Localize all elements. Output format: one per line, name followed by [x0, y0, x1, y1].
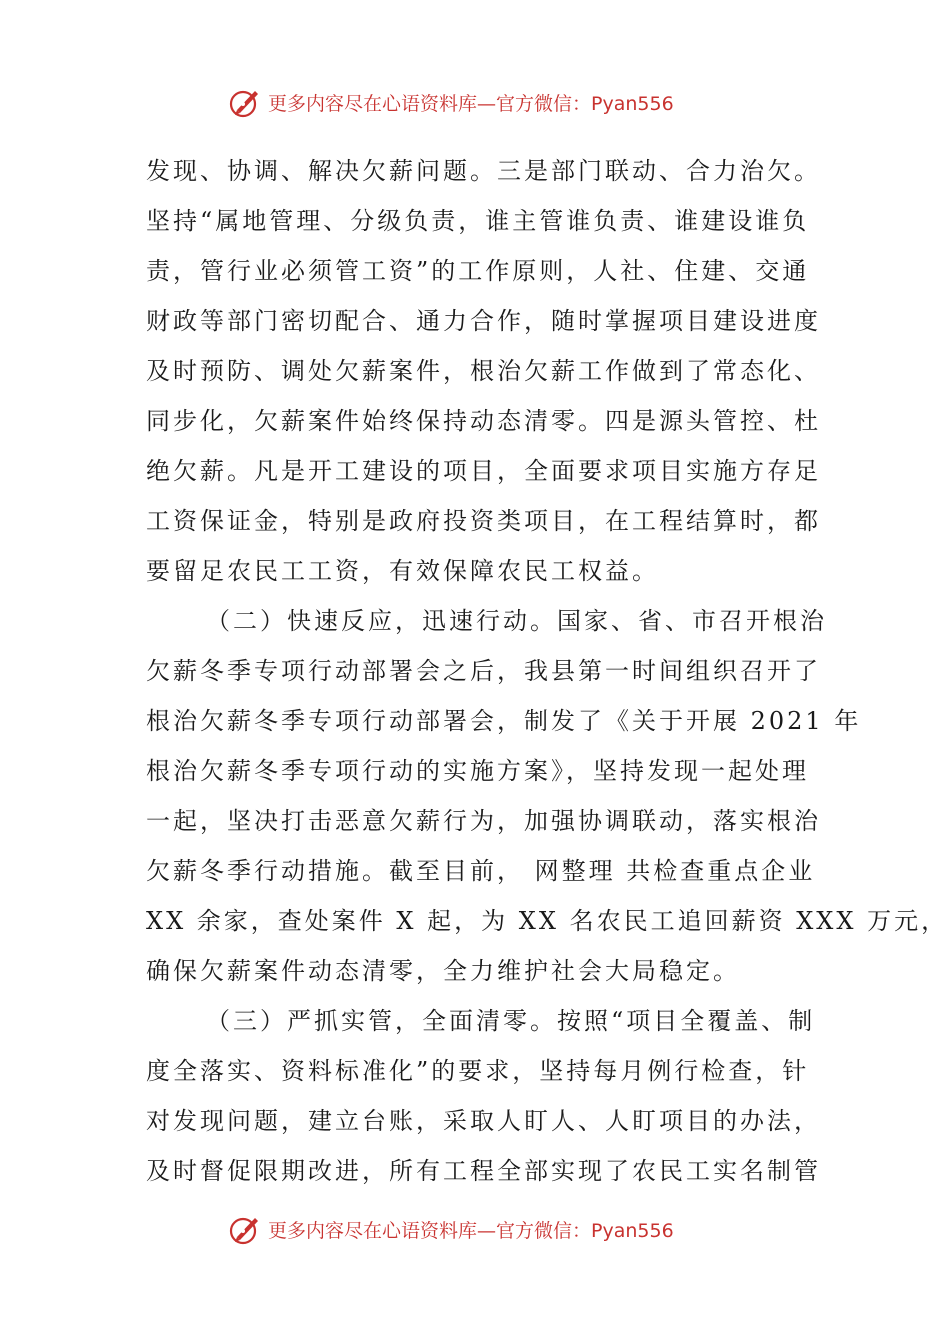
- text-line: 财政等部门密切配合、通力合作，随时掌握项目建设进度: [146, 307, 821, 335]
- text-line: 根治欠薪冬季专项行动部署会，制发了《关于开展 2021 年: [146, 707, 862, 735]
- text-line: 坚持“属地管理、分级负责，谁主管谁负责、谁建设谁负: [146, 207, 810, 235]
- text-line: 对发现问题，建立台账，采取人盯人、人盯项目的办法，: [146, 1107, 821, 1135]
- text-line: 及时预防、调处欠薪案件，根治欠薪工作做到了常态化、: [146, 357, 821, 385]
- pen-logo-icon: [228, 85, 262, 119]
- watermark-wechat: 官方微信：Pyan556: [496, 92, 674, 115]
- watermark-site: 更多内容尽在心语资料库: [268, 1219, 478, 1242]
- watermark-separator: —: [477, 92, 497, 115]
- text-line: 要留足农民工工资，有效保障农民工权益。: [146, 557, 659, 585]
- watermark-text: [268, 1216, 674, 1243]
- text-line: 绝欠薪。凡是开工建设的项目，全面要求项目实施方存足: [146, 457, 821, 485]
- watermark-wechat: 官方微信：Pyan556: [496, 1219, 674, 1242]
- text-line: 根治欠薪冬季专项行动的实施方案》，坚持发现一起处理: [146, 757, 809, 785]
- header-watermark: [228, 82, 674, 122]
- text-line: （二）快速反应，迅速行动。国家、省、市召开根治: [206, 607, 827, 635]
- text-line: 责，管行业必须管工资”的工作原则，人社、住建、交通: [146, 257, 810, 285]
- text-line: 度全落实、资料标准化”的要求，坚持每月例行检查，针: [146, 1057, 810, 1085]
- watermark-site: 更多内容尽在心语资料库: [268, 92, 478, 115]
- text-line: 确保欠薪案件动态清零，全力维护社会大局稳定。: [146, 957, 740, 985]
- document-body: [146, 146, 949, 1196]
- text-line: 欠薪冬季行动措施。截至目前， 网整理 共检查重点企业: [146, 857, 816, 885]
- text-line: 及时督促限期改进，所有工程全部实现了农民工实名制管: [146, 1157, 821, 1185]
- text-line: 一起，坚决打击恶意欠薪行为，加强协调联动，落实根治: [146, 807, 821, 835]
- text-line: 欠薪冬季专项行动部署会之后，我县第一时间组织召开了: [146, 657, 821, 685]
- text-line: 发现、协调、解决欠薪问题。三是部门联动、合力治欠。: [146, 157, 821, 185]
- text-line: XX 余家，查处案件 X 起，为 XX 名农民工追回薪资 XXX 万元，: [146, 907, 949, 935]
- text-line: 工资保证金，特别是政府投资类项目，在工程结算时，都: [146, 507, 821, 535]
- text-line: 同步化，欠薪案件始终保持动态清零。四是源头管控、杜: [146, 407, 821, 435]
- pen-logo-icon: [228, 1212, 262, 1246]
- watermark-text: [268, 89, 674, 116]
- watermark-separator: —: [477, 1219, 497, 1242]
- footer-watermark: [228, 1209, 674, 1249]
- text-line: （三）严抓实管，全面清零。按照“项目全覆盖、制: [206, 1007, 816, 1035]
